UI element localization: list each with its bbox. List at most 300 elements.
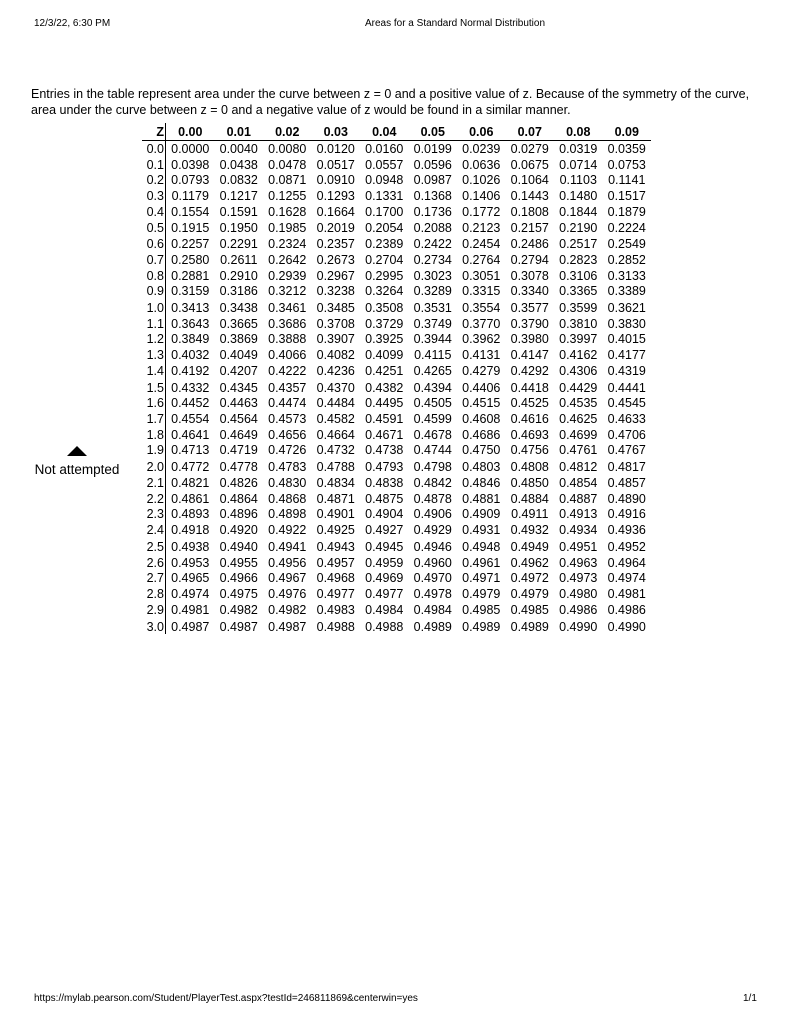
area-cell: 0.3665 [219,316,258,331]
area-cell: 0.4846 [462,476,501,491]
area-cell: 0.3770 [462,316,501,331]
area-cell: 0.4986 [607,602,646,617]
area-cell: 0.4429 [559,380,598,395]
area-cell: 0.4772 [171,460,210,475]
area-cell: 0.4803 [462,460,501,475]
area-cell: 0.4890 [607,491,646,506]
area-cell: 0.3023 [413,268,452,283]
area-cell: 0.4881 [462,491,501,506]
column-header: 0.02 [263,123,312,141]
area-cell: 0.4066 [268,348,307,363]
area-cell: 0.4979 [462,587,501,602]
z-value-cell: 0.4 [142,204,166,220]
area-cell: 0.4945 [365,539,404,554]
area-cell: 0.4884 [510,491,549,506]
area-cell: 0.0793 [171,173,210,188]
area-cell: 0.2642 [268,252,307,267]
area-cell: 0.4641 [171,427,210,442]
z-value-cell: 0.0 [142,141,166,157]
table-row [142,299,651,316]
area-cell: 0.2673 [316,252,355,267]
area-cell: 0.2823 [559,252,598,267]
area-cell: 0.4332 [171,380,210,395]
table-row [142,396,651,412]
area-cell: 0.4960 [413,555,452,570]
table-row [142,332,651,348]
area-cell: 0.0120 [316,141,355,156]
area-cell: 0.4990 [607,619,646,634]
area-cell: 0.4608 [462,412,501,427]
z-value-cell: 1.5 [142,379,166,396]
area-cell: 0.3997 [559,332,598,347]
table-row [142,236,651,252]
area-cell: 0.4871 [316,491,355,506]
area-cell: 0.4265 [413,363,452,378]
area-cell: 0.3531 [413,301,452,316]
table-row [142,347,651,363]
area-cell: 0.2910 [219,268,258,283]
area-cell: 0.4918 [171,523,210,538]
area-cell: 0.4978 [413,587,452,602]
area-cell: 0.3485 [316,301,355,316]
area-cell: 0.2157 [510,221,549,236]
area-cell: 0.4968 [316,571,355,586]
area-cell: 0.4750 [462,443,501,458]
area-cell: 0.4082 [316,348,355,363]
area-cell: 0.4989 [413,619,452,634]
area-cell: 0.1950 [219,221,258,236]
area-cell: 0.2517 [559,237,598,252]
area-cell: 0.4382 [365,380,404,395]
area-cell: 0.4931 [462,523,501,538]
area-cell: 0.3554 [462,301,501,316]
area-cell: 0.4693 [510,427,549,442]
area-cell: 0.1844 [559,204,598,219]
table-row [142,411,651,427]
table-row [142,363,651,379]
triangle-up-icon[interactable] [67,446,87,456]
area-cell: 0.4049 [219,348,258,363]
area-cell: 0.4916 [607,507,646,522]
column-header: 0.09 [603,123,652,141]
area-cell: 0.3849 [171,332,210,347]
area-cell: 0.4599 [413,412,452,427]
area-cell: 0.4713 [171,443,210,458]
area-cell: 0.4678 [413,427,452,442]
area-cell: 0.0517 [316,157,355,172]
area-cell: 0.4625 [559,412,598,427]
table-description: Entries in the table represent area under the curve between z = 0 and a positive value of z. Because of the symmetry of the curve, area under the curve between z = 0 and a negative value of z would be found in a similar manner. [31,87,750,117]
table-row [142,204,651,220]
area-cell: 0.4868 [268,491,307,506]
area-cell: 0.4484 [316,396,355,411]
area-cell: 0.3264 [365,284,404,299]
table-row [142,522,651,538]
area-cell: 0.2881 [171,268,210,283]
area-cell: 0.4357 [268,380,307,395]
area-cell: 0.0948 [365,173,404,188]
area-cell: 0.4987 [268,619,307,634]
area-cell: 0.2486 [510,237,549,252]
area-cell: 0.4554 [171,412,210,427]
area-cell: 0.2190 [559,221,598,236]
area-cell: 0.0832 [219,173,258,188]
area-cell: 0.1664 [316,204,355,219]
area-cell: 0.3289 [413,284,452,299]
area-cell: 0.2549 [607,237,646,252]
area-cell: 0.4767 [607,443,646,458]
area-cell: 0.4686 [462,427,501,442]
z-value-cell: 0.9 [142,283,166,299]
area-cell: 0.4964 [607,555,646,570]
column-header: 0.00 [166,123,215,141]
area-cell: 0.4545 [607,396,646,411]
area-cell: 0.1026 [462,173,501,188]
area-cell: 0.4671 [365,427,404,442]
area-cell: 0.4988 [316,619,355,634]
area-cell: 0.4941 [268,539,307,554]
area-cell: 0.2734 [413,252,452,267]
area-cell: 0.4953 [171,555,210,570]
area-cell: 0.2995 [365,268,404,283]
area-cell: 0.0080 [268,141,307,156]
area-cell: 0.4222 [268,363,307,378]
z-table-body [142,141,651,635]
z-value-cell: 2.8 [142,586,166,602]
area-cell: 0.3790 [510,316,549,331]
area-cell: 0.1915 [171,221,210,236]
z-value-cell: 2.3 [142,507,166,523]
area-cell: 0.4761 [559,443,598,458]
z-value-cell: 1.2 [142,332,166,348]
area-cell: 0.4906 [413,507,452,522]
z-column-header: Z [142,123,166,141]
area-cell: 0.3413 [171,301,210,316]
area-cell: 0.2764 [462,252,501,267]
area-cell: 0.4988 [365,619,404,634]
area-cell: 0.4292 [510,363,549,378]
table-row [142,268,651,284]
area-cell: 0.4974 [607,571,646,586]
table-row [142,219,651,236]
column-header: 0.04 [360,123,409,141]
area-cell: 0.1554 [171,204,210,219]
z-table-header-row [142,123,651,141]
area-cell: 0.3159 [171,284,210,299]
area-cell: 0.2852 [607,252,646,267]
area-cell: 0.4162 [559,348,598,363]
area-cell: 0.3212 [268,284,307,299]
table-row [142,571,651,587]
z-value-cell: 2.7 [142,571,166,587]
area-cell: 0.4976 [268,587,307,602]
area-cell: 0.3106 [559,268,598,283]
area-cell: 0.3869 [219,332,258,347]
z-value-cell: 0.7 [142,252,166,268]
area-cell: 0.4932 [510,523,549,538]
area-cell: 0.4938 [171,539,210,554]
area-cell: 0.2580 [171,252,210,267]
area-cell: 0.3461 [268,301,307,316]
table-row [142,443,651,459]
area-cell: 0.4192 [171,363,210,378]
area-cell: 0.4981 [171,602,210,617]
area-cell: 0.0438 [219,157,258,172]
area-cell: 0.4893 [171,507,210,522]
area-cell: 0.4649 [219,427,258,442]
area-cell: 0.0675 [510,157,549,172]
area-cell: 0.4982 [219,602,258,617]
area-cell: 0.2019 [316,221,355,236]
area-cell: 0.0910 [316,173,355,188]
area-cell: 0.4744 [413,443,452,458]
area-cell: 0.0636 [462,157,501,172]
area-cell: 0.1179 [171,188,209,203]
area-cell: 0.2794 [510,252,549,267]
area-cell: 0.3749 [413,316,452,331]
z-value-cell: 0.2 [142,172,166,188]
area-cell: 0.1406 [462,188,501,203]
area-cell: 0.4452 [171,396,210,411]
area-cell: 0.4987 [219,619,258,634]
area-cell: 0.1985 [268,221,307,236]
area-cell: 0.4971 [462,571,501,586]
area-cell: 0.3907 [316,332,355,347]
area-cell: 0.4418 [510,380,549,395]
area-cell: 0.0398 [171,157,210,172]
status-label: Not attempted [34,462,120,477]
area-cell: 0.4911 [511,507,549,522]
area-cell: 0.3577 [510,301,549,316]
area-cell: 0.4878 [413,491,452,506]
area-cell: 0.4875 [365,491,404,506]
table-row [142,252,651,268]
area-cell: 0.4985 [462,602,501,617]
area-cell: 0.0753 [607,157,646,172]
area-cell: 0.4927 [365,523,404,538]
area-cell: 0.1480 [559,188,598,203]
area-cell: 0.4913 [559,507,598,522]
area-cell: 0.3340 [510,284,549,299]
area-cell: 0.2324 [268,237,307,252]
area-cell: 0.4857 [607,476,646,491]
area-cell: 0.4940 [219,539,258,554]
area-cell: 0.4850 [510,476,549,491]
area-cell: 0.4989 [510,619,549,634]
area-cell: 0.4984 [365,602,404,617]
area-cell: 0.4990 [559,619,598,634]
area-cell: 0.4854 [559,476,598,491]
area-cell: 0.2939 [268,268,307,283]
area-cell: 0.4834 [316,476,355,491]
area-cell: 0.1879 [607,204,646,219]
area-cell: 0.1700 [365,204,404,219]
area-cell: 0.4977 [365,587,404,602]
area-cell: 0.1331 [365,188,404,203]
area-cell: 0.3133 [607,268,646,283]
area-cell: 0.0000 [171,141,210,156]
z-value-cell: 1.9 [142,443,166,459]
area-cell: 0.2054 [365,221,404,236]
area-cell: 0.4962 [510,555,549,570]
column-header: 0.06 [457,123,506,141]
area-cell: 0.0871 [268,173,307,188]
area-cell: 0.3508 [365,301,404,316]
area-cell: 0.0987 [413,173,452,188]
area-cell: 0.4959 [365,555,404,570]
area-cell: 0.4830 [268,476,307,491]
area-cell: 0.3944 [413,332,452,347]
area-cell: 0.4842 [413,476,452,491]
area-cell: 0.4986 [559,602,598,617]
area-cell: 0.2704 [365,252,404,267]
table-row [142,188,651,204]
area-cell: 0.4474 [268,396,307,411]
area-cell: 0.4207 [219,363,258,378]
z-value-cell: 1.3 [142,347,166,363]
table-row [142,427,651,443]
area-cell: 0.4985 [510,602,549,617]
area-cell: 0.3643 [171,316,210,331]
area-cell: 0.4732 [316,443,355,458]
area-cell: 0.2123 [462,221,501,236]
area-cell: 0.4495 [365,396,404,411]
z-value-cell: 2.0 [142,458,166,475]
area-cell: 0.2224 [607,221,646,236]
area-cell: 0.4406 [462,380,501,395]
area-cell: 0.1772 [462,204,501,219]
area-cell: 0.4319 [607,363,646,378]
area-cell: 0.0279 [510,141,549,156]
area-cell: 0.4956 [268,555,307,570]
area-cell: 0.4934 [559,523,598,538]
area-cell: 0.4980 [559,587,598,602]
area-cell: 0.1141 [608,173,646,188]
area-cell: 0.1217 [219,188,258,203]
area-cell: 0.1293 [316,188,355,203]
z-value-cell: 2.1 [142,475,166,491]
area-cell: 0.1368 [413,188,452,203]
area-cell: 0.2291 [219,237,258,252]
area-cell: 0.3238 [316,284,355,299]
table-row [142,172,651,188]
area-cell: 0.4970 [413,571,452,586]
area-cell: 0.4948 [462,539,501,554]
table-row [142,379,651,396]
area-cell: 0.3925 [365,332,404,347]
area-cell: 0.4817 [607,460,646,475]
area-cell: 0.4564 [219,412,258,427]
area-cell: 0.1591 [219,204,258,219]
area-cell: 0.0239 [462,141,501,156]
area-cell: 0.3621 [607,301,646,316]
area-cell: 0.2422 [413,237,452,252]
area-cell: 0.4987 [171,619,210,634]
area-cell: 0.4821 [171,476,210,491]
area-cell: 0.0557 [365,157,404,172]
area-cell: 0.4798 [413,460,452,475]
area-cell: 0.0714 [559,157,598,172]
area-cell: 0.4925 [316,523,355,538]
area-cell: 0.4936 [607,523,646,538]
area-cell: 0.4793 [365,460,404,475]
area-cell: 0.4525 [510,396,549,411]
table-row [142,141,651,157]
z-value-cell: 1.0 [142,299,166,316]
area-cell: 0.4982 [268,602,307,617]
area-cell: 0.4887 [559,491,598,506]
question-status[interactable] [31,446,123,477]
area-cell: 0.3888 [268,332,307,347]
area-cell: 0.3810 [559,316,598,331]
area-cell: 0.4901 [316,507,355,522]
column-header: 0.03 [312,123,361,141]
area-cell: 0.4808 [510,460,549,475]
area-cell: 0.4949 [510,539,549,554]
area-cell: 0.4582 [316,412,355,427]
column-header: 0.01 [215,123,264,141]
table-row [142,458,651,475]
print-datetime: 12/3/22, 6:30 PM [34,18,111,29]
area-cell: 0.3365 [559,284,598,299]
area-cell: 0.4251 [365,363,404,378]
area-cell: 0.4969 [365,571,404,586]
area-cell: 0.4032 [171,348,210,363]
area-cell: 0.4345 [219,380,258,395]
area-cell: 0.3980 [510,332,549,347]
table-row [142,507,651,523]
table-row [142,316,651,332]
z-value-cell: 1.4 [142,363,166,379]
area-cell: 0.0359 [607,141,646,156]
area-cell: 0.1808 [510,204,549,219]
area-cell: 0.4920 [219,523,258,538]
area-cell: 0.4864 [219,491,258,506]
area-cell: 0.4943 [316,539,355,554]
area-cell: 0.2088 [413,221,452,236]
area-cell: 0.4966 [219,571,258,586]
area-cell: 0.4726 [268,443,307,458]
area-cell: 0.4441 [607,380,646,395]
area-cell: 0.4463 [219,396,258,411]
area-cell: 0.4983 [316,602,355,617]
area-cell: 0.1443 [510,188,549,203]
area-cell: 0.4979 [510,587,549,602]
area-cell: 0.4788 [316,460,355,475]
table-row [142,157,651,173]
area-cell: 0.4656 [268,427,307,442]
area-cell: 0.4573 [268,412,307,427]
table-row [142,618,651,635]
z-value-cell: 0.5 [142,219,166,236]
area-cell: 0.4756 [510,443,549,458]
z-value-cell: 3.0 [142,618,166,635]
z-value-cell: 0.3 [142,188,166,204]
area-cell: 0.0160 [365,141,404,156]
area-cell: 0.4591 [365,412,404,427]
area-cell: 0.4515 [462,396,501,411]
area-cell: 0.4177 [607,348,646,363]
z-value-cell: 2.9 [142,602,166,618]
area-cell: 0.4306 [559,363,598,378]
area-cell: 0.4131 [462,348,501,363]
area-cell: 0.2357 [316,237,355,252]
z-value-cell: 2.2 [142,491,166,507]
area-cell: 0.0478 [268,157,307,172]
table-row [142,491,651,507]
area-cell: 0.0596 [413,157,452,172]
area-cell: 0.2611 [220,252,258,267]
